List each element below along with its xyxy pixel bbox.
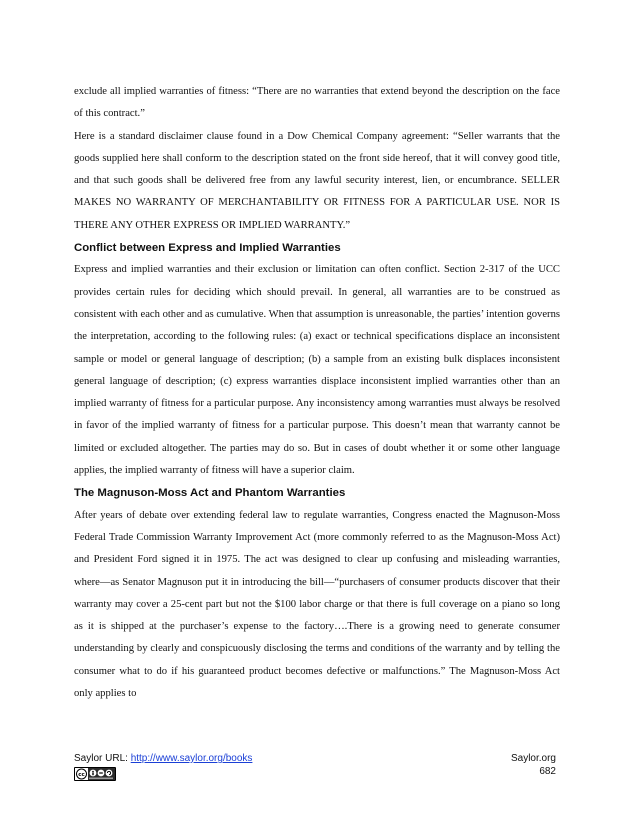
saylor-url-link[interactable]: http://www.saylor.org/books — [130, 753, 253, 764]
paragraph-dow-disclaimer: Here is a standard disclaimer clause found in a Dow Chemical Company agreement: “Seller warrants that the goods supplied here shall conform to the description stated on the front side hereof, that it will convey good title, and that such goods shall be delivered free from any lawful security interest, lien, or encumbrance. SELLER MAKES NO WARRANTY OF MERCHANTABILITY OR FITNESS FOR A PARTICULAR USE. NOR IS THERE ANY OTHER EXPRESS OR IMPLIED WARRANTY.” — [74, 130, 560, 231]
saylor-url-line — [74, 752, 252, 765]
footer-left — [74, 752, 252, 781]
creative-commons-by-nc-sa-icon — [74, 767, 116, 781]
section-heading-conflict: Conflict between Express and Implied Warranties — [74, 242, 341, 255]
paragraph-magnuson-moss: After years of debate over extending federal law to regulate warranties, Congress enacted the Magnuson-Moss Federal Trade Commission Warranty Improvement Act (more commonly referred to as the Magnuson-Moss Act) and President Ford signed it in 1975. The act was designed to clear up confusing and misleading warranties, where—as Senator Magnuson put it in introducing the bill—“purchasers of consumer products discover that their warranty may cover a 25-cent part but not the $100 labor charge or that there is full coverage on a piano so long as it is shipped at the purchaser’s expense to the factory….There is a growing need to generate consumer understanding by clearly and conspicuously disclosing the terms and conditions of the warranty and by telling the consumer what to do if his guaranteed product becomes defective or malfunctions.” The Magnuson-Moss Act only applies to — [74, 509, 560, 700]
saylor-url-label: Saylor URL: — [74, 753, 131, 764]
paragraph-conflict: Express and implied warranties and their exclusion or limitation can often conflict. Section 2-317 of the UCC provides certain rules for deciding which should prevail. In general, all warranties are to be construed as consistent with each other and as cumulative. When that assumption is unreasonable, the parties’ intention governs the interpretation, according to the following rules: (a) exact or technical specifications displace an inconsistent sample or model or general language of description; (b) a sample from an existing bulk displaces inconsistent general language of description; (c) express warranties displace inconsistent implied warranties other than an implied warranty of fitness for a particular purpose. Any inconsistency among warranties must always be resolved in favor of the implied warranty of fitness for a particular purpose. This doesn’t mean that warranty cannot be limited or excluded altogether. The parties may do so. But in cases of doubt whether it or some other language applies, the implied warranty of fitness will have a superior claim. — [74, 264, 560, 477]
paragraph-continued: exclude all implied warranties of fitness: “There are no warranties that extend beyond the description on the face of this contract.” — [74, 86, 560, 120]
page-number: 682 — [539, 766, 556, 777]
footer-right — [511, 752, 556, 778]
section-heading-magnuson-moss: The Magnuson-Moss Act and Phantom Warranties — [74, 487, 346, 500]
body-text — [74, 81, 560, 705]
svg-text:cc: cc — [78, 772, 85, 779]
site-name: Saylor.org — [510, 753, 556, 764]
